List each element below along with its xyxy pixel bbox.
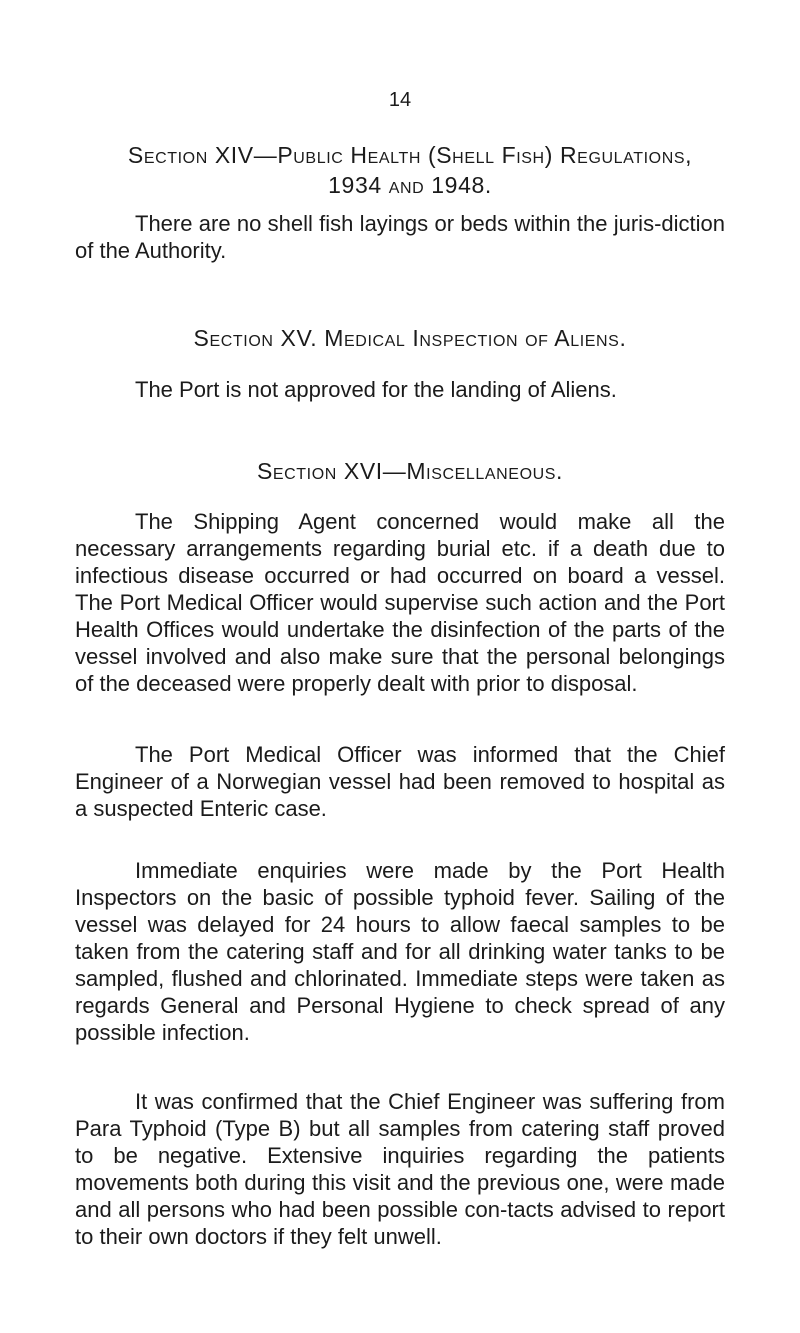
page-number: 14 xyxy=(388,89,412,111)
section-xvi-paragraph-4: It was confirmed that the Chief Engineer was suffering from Para Typhoid (Type B) but all samples from catering staff proved to be negative. Extensive inquiries regarding the patients movements both during this visit and the previous one, were made and all persons who had been possible con-tacts advised to report to their own doctors if they felt unwell. xyxy=(75,1089,725,1249)
section-xiv-paragraph: There are no shell fish layings or beds within the juris-diction of the Authority. xyxy=(75,211,725,263)
section-xvi-paragraph-3: Immediate enquiries were made by the Port Health Inspectors on the basic of possible typhoid fever. Sailing of the vessel was delayed for 24 hours to allow faecal samples to be taken from the catering staff and for all drinking water tanks to be sampled, flushed and chlorinated. Immediate steps were taken as regards General and Personal Hygiene to check spread of any possible infection. xyxy=(75,858,725,1045)
section-xvi-paragraph-1: The Shipping Agent concerned would make all the necessary arrangements regarding burial etc. if a death due to infectious disease occurred or had occurred on board a vessel. The Port Medical Officer would supervise such action and the Port Health Offices would undertake the disinfection of the parts of the vessel involved and also make sure that the personal belongings of the deceased were properly dealt with prior to disposal. xyxy=(75,509,725,696)
section-xiv-heading: Section XIV—Public Health (Shell Fish) Regulations, 1934 and 1948. xyxy=(127,142,693,198)
section-xv-heading: Section XV. Medical Inspection of Aliens. xyxy=(193,325,627,351)
section-xvi-heading: Section XVI—Miscellaneous. xyxy=(256,458,564,484)
section-xv-paragraph: The Port is not approved for the landing of Aliens. xyxy=(135,377,617,402)
section-xvi-paragraph-2: The Port Medical Officer was informed that the Chief Engineer of a Norwegian vessel had been removed to hospital as a suspected Enteric case. xyxy=(75,742,725,821)
